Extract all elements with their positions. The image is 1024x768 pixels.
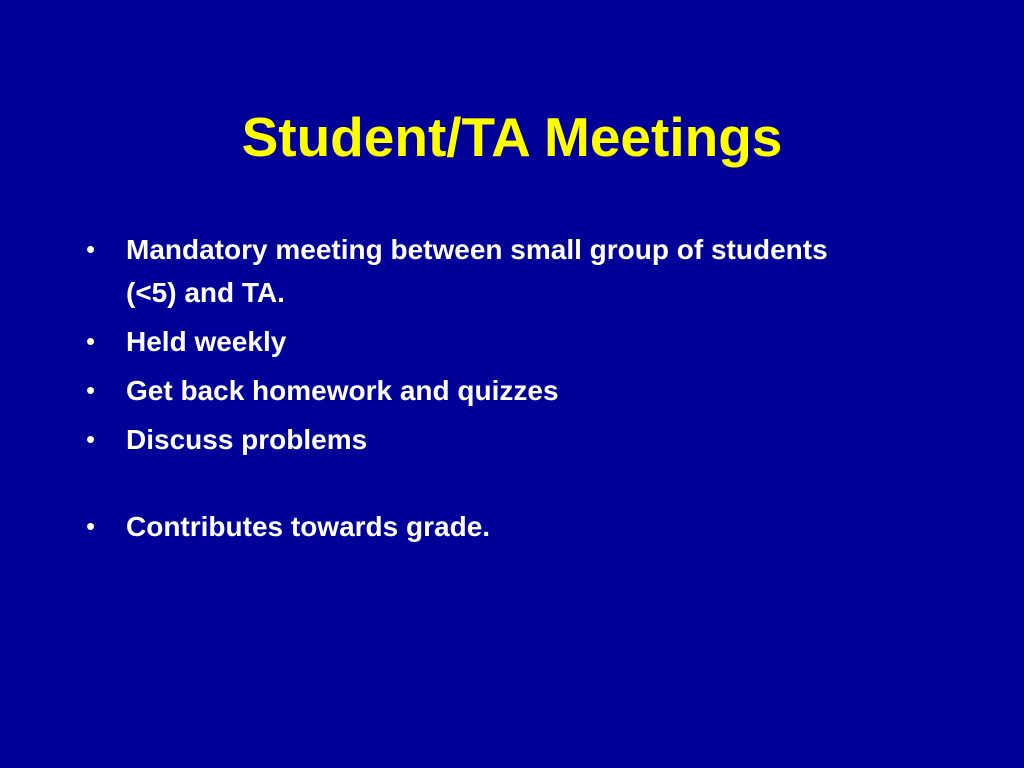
bullet-dot-icon: • bbox=[86, 511, 96, 541]
bullet-text: Contributes towards grade. bbox=[126, 511, 491, 542]
bullet-list bbox=[84, 228, 884, 554]
bullet-item bbox=[84, 505, 884, 548]
bullet-dot-icon: • bbox=[86, 326, 96, 356]
bullet-dot-icon: • bbox=[86, 234, 96, 264]
bullet-dot-icon: • bbox=[86, 375, 96, 405]
bullet-item bbox=[84, 369, 884, 412]
bullet-dot-icon: • bbox=[86, 424, 96, 454]
bullet-text: Mandatory meeting between small group of students (<5) and TA. bbox=[126, 234, 828, 308]
bullet-item bbox=[84, 418, 884, 461]
bullet-item bbox=[84, 228, 884, 314]
bullet-text: Get back homework and quizzes bbox=[126, 375, 559, 406]
slide-title: Student/TA Meetings bbox=[241, 106, 783, 168]
bullet-text: Held weekly bbox=[126, 326, 287, 357]
bullet-text: Discuss problems bbox=[126, 424, 368, 455]
bullet-item bbox=[84, 320, 884, 363]
